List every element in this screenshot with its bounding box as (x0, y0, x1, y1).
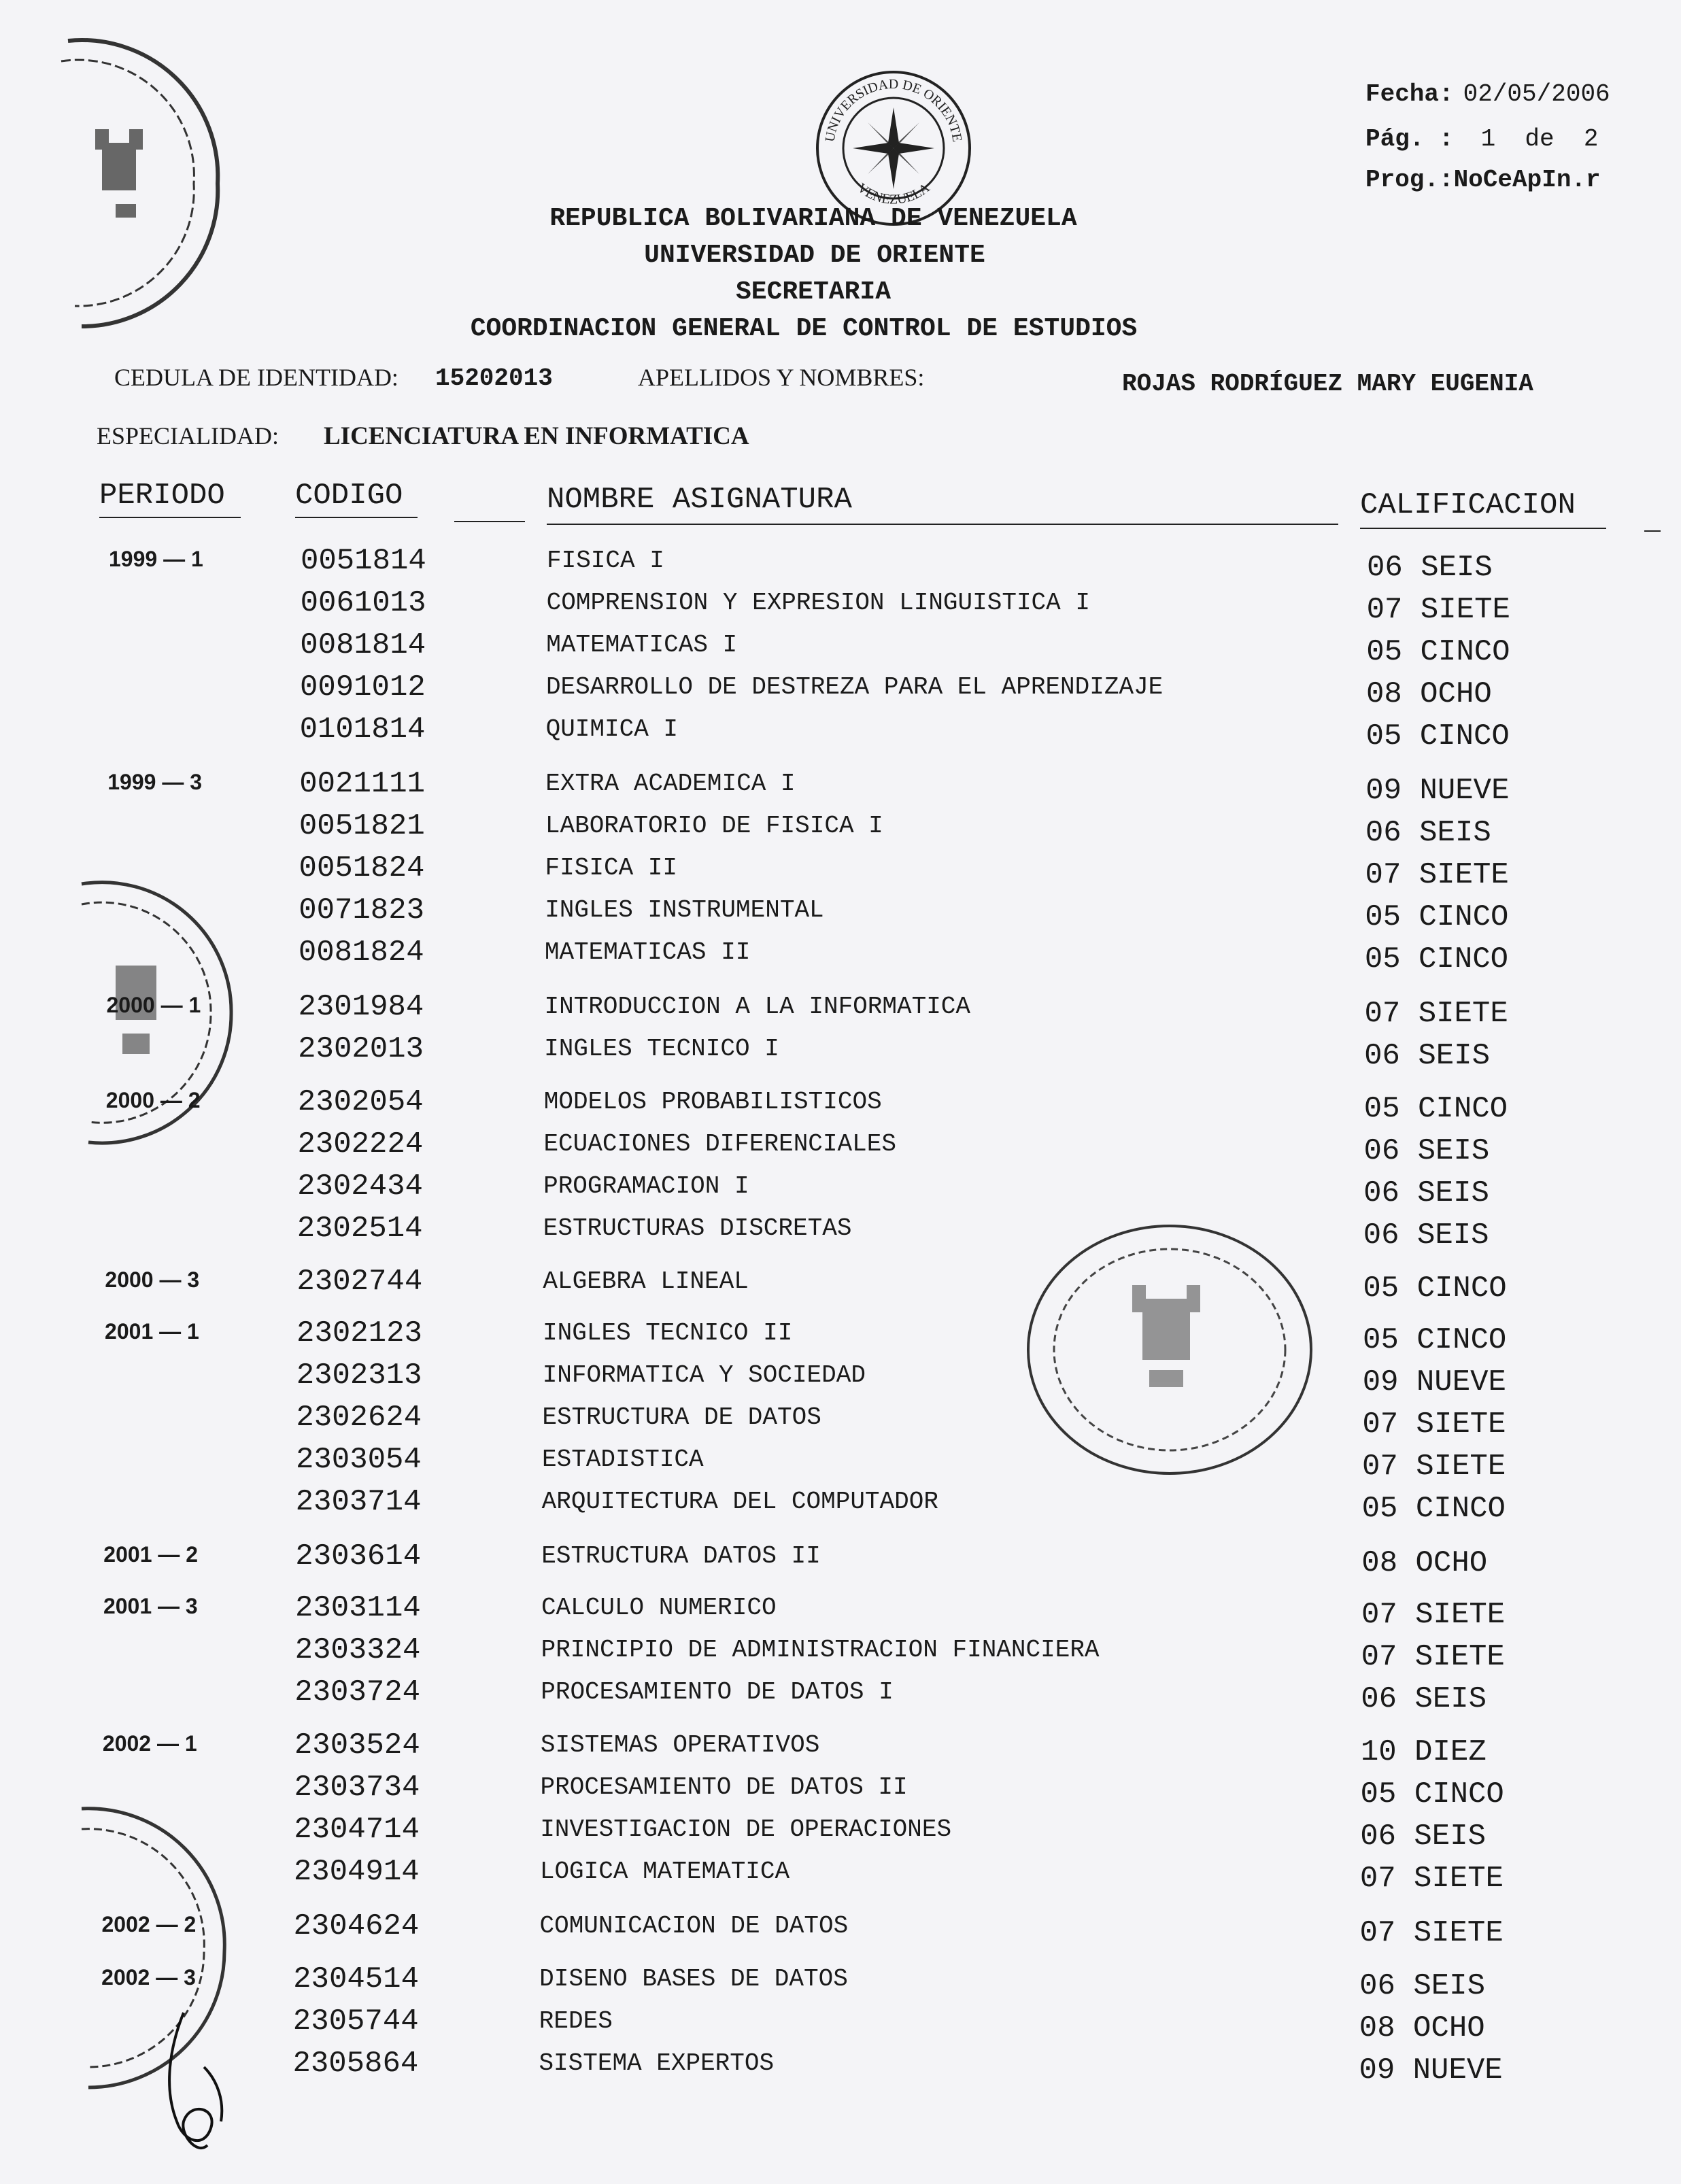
nombre-cell: CALCULO NUMERICO (541, 1594, 777, 1622)
calificacion-cell: 06 SEIS (1367, 551, 1493, 585)
periodo-cell: 1999 — 3 (107, 770, 203, 794)
nombre-cell: INFORMATICA Y SOCIEDAD (542, 1361, 866, 1389)
nombre-cell: FISICA II (545, 854, 677, 882)
nombre-cell: REDES (539, 2007, 613, 2035)
nombre-cell: ECUACIONES DIFERENCIALES (543, 1130, 896, 1158)
codigo-cell: 2302123 (296, 1316, 422, 1350)
nombre-cell: EXTRA ACADEMICA I (545, 770, 796, 798)
seal-text-bottom: VENEZUELA (854, 180, 933, 207)
codigo-cell: 0081814 (300, 628, 426, 662)
codigo-cell: 2303734 (294, 1771, 420, 1805)
calificacion-cell: 06 SEIS (1363, 1134, 1490, 1168)
column-header-periodo: PERIODO (99, 479, 225, 513)
calificacion-cell: 05 CINCO (1363, 1092, 1508, 1126)
calificacion-cell: 07 SIETE (1366, 593, 1510, 627)
codigo-cell: 0081824 (298, 936, 424, 970)
periodo-cell: 2001 — 1 (105, 1319, 199, 1344)
periodo-cell: 2000 — 1 (106, 993, 201, 1017)
nombre-cell: MATEMATICAS II (544, 938, 751, 966)
calificacion-cell: 09 NUEVE (1362, 1365, 1506, 1399)
nombre-cell: LOGICA MATEMATICA (539, 1858, 790, 1886)
periodo-cell: 2001 — 2 (103, 1542, 199, 1567)
especialidad-value: LICENCIATURA EN INFORMATICA (324, 422, 749, 450)
codigo-cell: 2302054 (297, 1085, 424, 1119)
codigo-cell: 2303324 (294, 1633, 421, 1667)
nombre-cell: COMUNICACION DE DATOS (539, 1912, 849, 1940)
nombre-cell: DISENO BASES DE DATOS (539, 1965, 848, 1993)
calificacion-cell: 05 CINCO (1365, 900, 1509, 934)
calificacion-cell: 05 CINCO (1365, 719, 1510, 753)
codigo-cell: 2303114 (294, 1591, 421, 1625)
nombre-cell: PROCESAMIENTO DE DATOS II (540, 1773, 908, 1801)
codigo-cell: 0021111 (299, 767, 426, 801)
nombre-cell: INGLES INSTRUMENTAL (545, 896, 824, 924)
periodo-cell: 2002 — 3 (101, 1965, 196, 1990)
calificacion-cell: 05 CINCO (1363, 1272, 1507, 1306)
codigo-cell: 2304514 (293, 1962, 419, 1996)
nombre-cell: INGLES TECNICO I (544, 1035, 779, 1063)
codigo-cell: 0091012 (299, 670, 426, 704)
calificacion-cell: 06 SEIS (1363, 1176, 1489, 1210)
nombre-cell: ESTRUCTURA DATOS II (541, 1542, 821, 1570)
codigo-cell: 2303054 (296, 1443, 422, 1477)
calificacion-cell: 09 NUEVE (1365, 774, 1510, 808)
calificacion-cell: 06 SEIS (1361, 1682, 1487, 1716)
nombre-cell: ALGEBRA LINEAL (543, 1267, 749, 1295)
fecha-label: Fecha: (1365, 80, 1454, 108)
fecha-line (1365, 80, 1610, 108)
codigo-cell: 0061013 (300, 586, 426, 620)
nombre-cell: INTRODUCCION A LA INFORMATICA (544, 993, 971, 1021)
codigo-cell: 2303614 (295, 1539, 422, 1573)
codigo-cell: 2305864 (292, 2047, 419, 2081)
codigo-cell: 2302224 (297, 1127, 424, 1161)
calificacion-cell: 09 NUEVE (1359, 2053, 1503, 2087)
periodo-cell: 2001 — 3 (103, 1594, 198, 1618)
right-edge-mark (1644, 530, 1661, 532)
official-stamp-center-right (1020, 1217, 1319, 1482)
nombre-underline (547, 524, 1338, 525)
nombre-cell: LABORATORIO DE FISICA I (545, 812, 883, 840)
nombre-cell: SISTEMAS OPERATIVOS (540, 1731, 820, 1759)
calificacion-underline (1360, 528, 1606, 529)
calificacion-cell: 08 OCHO (1365, 677, 1492, 711)
nombre-cell: ESTRUCTURAS DISCRETAS (543, 1214, 852, 1242)
title-universidad: UNIVERSIDAD DE ORIENTE (644, 241, 985, 270)
nombre-cell: PROCESAMIENTO DE DATOS I (541, 1678, 894, 1706)
codigo-cell: 2302434 (297, 1170, 423, 1204)
codigo-cell: 2301984 (298, 990, 424, 1024)
periodo-underline (99, 517, 241, 518)
especialidad-label: ESPECIALIDAD: (97, 422, 279, 449)
calificacion-cell: 07 SIETE (1361, 1640, 1505, 1674)
calificacion-cell: 07 SIETE (1362, 1407, 1506, 1441)
nombre-cell: QUIMICA I (545, 715, 679, 743)
pagina-value: 1 de 2 (1480, 125, 1599, 153)
column-header-calificacion: CALIFICACION (1360, 488, 1576, 522)
column-header-codigo: CODIGO (295, 479, 403, 513)
nombre-cell: DESARROLLO DE DESTREZA PARA EL APRENDIZAJE (545, 673, 1164, 701)
nombres-label: APELLIDOS Y NOMBRES: (638, 364, 925, 391)
codigo-cell: 0051824 (299, 851, 425, 885)
periodo-cell: 2002 — 2 (101, 1912, 197, 1936)
codigo-cell: 2302013 (298, 1032, 424, 1066)
codigo-cell: 2303724 (294, 1675, 421, 1709)
cedula-label: CEDULA DE IDENTIDAD: (114, 364, 398, 391)
nombre-cell: MODELOS PROBABILISTICOS (543, 1088, 882, 1116)
nombre-cell: SISTEMA EXPERTOS (539, 2049, 775, 2077)
periodo-cell: 2000 — 2 (105, 1088, 201, 1112)
title-republica: REPUBLICA BOLIVARIANA DE VENEZUELA (549, 204, 1077, 233)
fecha-value: 02/05/2006 (1463, 80, 1610, 108)
calificacion-cell: 05 CINCO (1366, 635, 1510, 669)
nombre-cell: ARQUITECTURA DEL COMPUTADOR (541, 1488, 938, 1516)
title-secretaria: SECRETARIA (735, 277, 892, 307)
pagina-label: Pág. : (1365, 125, 1454, 153)
codigo-cell: 2304914 (293, 1855, 420, 1889)
nombre-cell: COMPRENSION Y EXPRESION LINGUISTICA I (546, 589, 1090, 617)
calificacion-cell: 10 DIEZ (1360, 1735, 1487, 1769)
calificacion-cell: 07 SIETE (1361, 1598, 1506, 1632)
calificacion-cell: 06 SEIS (1365, 816, 1491, 850)
calificacion-cell: 07 SIETE (1359, 1862, 1504, 1896)
calificacion-cell: 07 SIETE (1365, 858, 1509, 892)
column-header-nombre: NOMBRE ASIGNATURA (547, 483, 852, 517)
signature (143, 2006, 245, 2162)
calificacion-cell: 07 SIETE (1364, 997, 1508, 1031)
title-coordinacion: COORDINACION GENERAL DE CONTROL DE ESTUDIOS (470, 314, 1138, 343)
codigo-cell: 2303714 (295, 1485, 422, 1519)
calificacion-cell: 05 CINCO (1361, 1492, 1506, 1526)
nombres-value: ROJAS RODRÍGUEZ MARY EUGENIA (1122, 370, 1533, 398)
nombre-cell: ESTADISTICA (542, 1446, 704, 1473)
codigo-cell: 2302624 (296, 1401, 422, 1435)
calificacion-cell: 07 SIETE (1359, 1916, 1504, 1950)
codigo-cell: 0071823 (299, 893, 425, 927)
calificacion-cell: 06 SEIS (1359, 1969, 1485, 2003)
calificacion-cell: 06 SEIS (1364, 1039, 1490, 1073)
calificacion-cell: 06 SEIS (1363, 1218, 1489, 1252)
codigo-cell: 2302744 (296, 1265, 423, 1299)
programa-line (1365, 166, 1601, 194)
nombre-cell: PRINCIPIO DE ADMINISTRACION FINANCIERA (541, 1636, 1100, 1664)
nombre-cell: ESTRUCTURA DE DATOS (542, 1403, 821, 1431)
codigo-cell: 0101814 (299, 713, 426, 747)
calificacion-cell: 05 CINCO (1360, 1777, 1504, 1811)
nombre-cell: MATEMATICAS I (546, 631, 738, 659)
codigo-cell: 0051814 (301, 544, 426, 578)
codigo-underline (295, 517, 418, 518)
codigo-cell: 2304624 (293, 1909, 420, 1943)
codigo-cell: 2303524 (294, 1728, 420, 1762)
pagina-line (1365, 125, 1598, 153)
nombre-cell: FISICA I (547, 547, 664, 575)
seal-text-top: UNIVERSIDAD DE ORIENTE (822, 76, 965, 143)
calificacion-cell: 05 CINCO (1363, 1323, 1507, 1357)
cedula-value: 15202013 (435, 364, 553, 392)
separator-line (454, 521, 525, 522)
periodo-cell: 2002 — 1 (102, 1731, 197, 1756)
calificacion-cell: 05 CINCO (1364, 942, 1509, 976)
codigo-cell: 2302514 (296, 1212, 423, 1246)
nombre-cell: INGLES TECNICO II (543, 1319, 793, 1347)
codigo-cell: 2302313 (296, 1359, 422, 1393)
nombre-cell: INVESTIGACION DE OPERACIONES (540, 1815, 952, 1843)
calificacion-cell: 08 OCHO (1359, 2011, 1485, 2045)
periodo-cell: 2000 — 3 (105, 1267, 200, 1292)
calificacion-cell: 07 SIETE (1362, 1450, 1506, 1484)
codigo-cell: 2305744 (292, 2004, 419, 2038)
calificacion-cell: 06 SEIS (1360, 1820, 1487, 1854)
nombre-cell: PROGRAMACION I (543, 1172, 749, 1200)
codigo-cell: 2304714 (294, 1813, 420, 1847)
programa-label: Prog.:NoCeApIn.r (1365, 166, 1601, 194)
calificacion-cell: 08 OCHO (1361, 1546, 1488, 1580)
periodo-cell: 1999 — 1 (109, 547, 203, 571)
codigo-cell: 0051821 (299, 809, 425, 843)
